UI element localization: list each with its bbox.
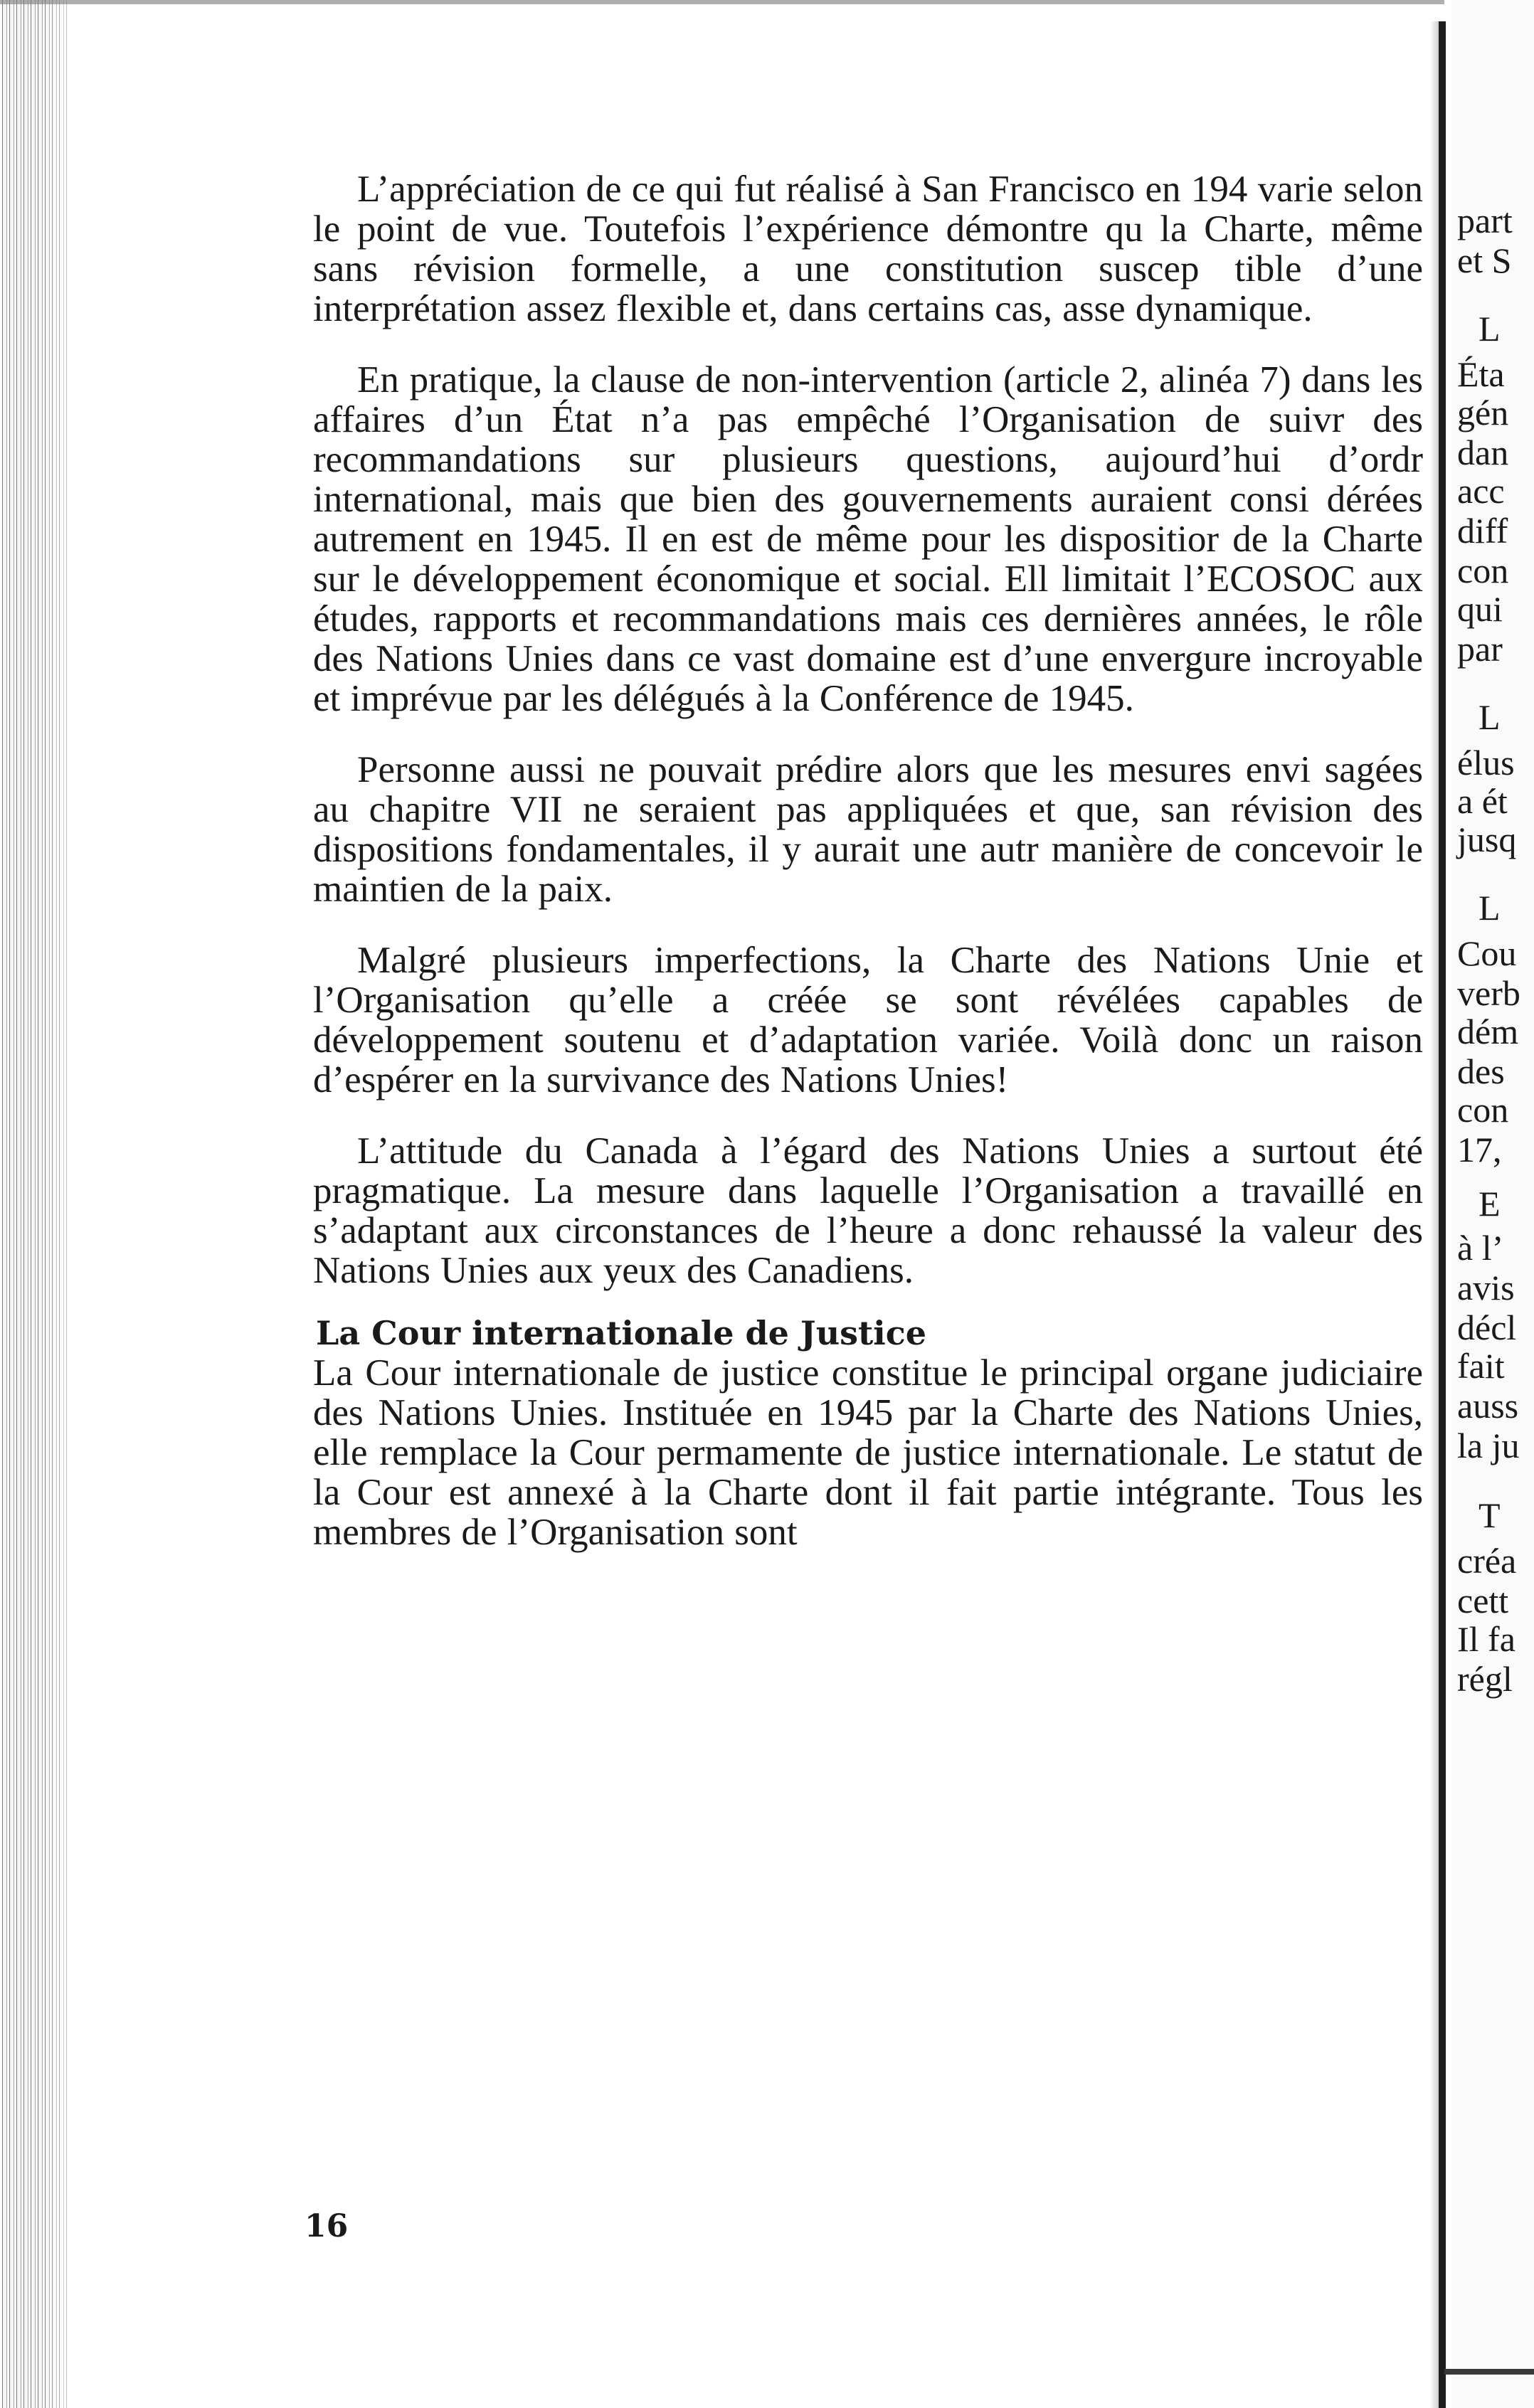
page-top-edge (0, 0, 1444, 4)
main-text-column (313, 169, 1423, 1734)
adjacent-fragment: con (1457, 551, 1509, 590)
adjacent-fragment: auss (1457, 1386, 1519, 1426)
adjacent-fragment: dan (1457, 433, 1509, 472)
paragraph-imperfections: Malgré plusieurs imperfections, la Charte des Nations Unie et l’Organisation qu’elle a créée se sont révélées capables de développement soutenu et d’adaptation variée. Voilà donc un raison d’espérer en la survivance des Nations Unies! (313, 940, 1423, 1100)
paragraph-chapitre-vii: Personne aussi ne pouvait prédire alors que les mesures envi sagées au chapitre VII ne seraient pas appliquées et que, san révision des dispositions fondamentales, il y aurait une autr manière de concevoir le maintien de la paix. (313, 749, 1423, 910)
adjacent-fragment: L (1479, 697, 1501, 737)
adjacent-fragment: par (1457, 629, 1503, 669)
paragraph-appreciation: L’appréciation de ce qui fut réalisé à San Francisco en 194 varie selon le point de vue. Toutefois l’expérience démontre qu la Charte, même sans révision formelle, a une constitution suscep tible d’une interprétation assez flexible et, dans certains cas, asse dynamique. (313, 169, 1423, 329)
adjacent-fragment: a ét (1457, 781, 1508, 821)
paragraph-cour-internationale: La Cour internationale de justice constitue le principal organe judiciaire des Nations Unies. Instituée en 1945 par la Charte des Nations Unies, elle remplace la Cour permamente de justice internationale. Le statut de la Cour est annexé à la Charte dont il fait partie intégrante. Tous les membres de l’Organisation sont (313, 1352, 1423, 1553)
adjacent-fragment: part (1457, 201, 1513, 240)
adjacent-fragment: à l’ (1457, 1228, 1504, 1268)
bottom-edge-rule (1444, 2369, 1534, 2375)
adjacent-fragment: L (1479, 888, 1501, 928)
paragraph-non-intervention: En pratique, la clause de non-intervention (article 2, alinéa 7) dans les affaires d’un État n’a pas empêché l’Organisation de suivr des recommandations sur plusieurs questions, aujourd’hui d’ordr international, mais que bien des gouvernements auraient consi dérées autrement en 1945. Il en est de même pour les dispositior de la Charte sur le développement économique et social. Ell limitait l’ECOSOC aux études, rapports et recommandations mais ces dernières années, le rôle des Nations Unies dans ce vast domaine est d’une envergure incroyable et imprévue par les délégués à la Conférence de 1945. (313, 359, 1423, 719)
adjacent-fragment: dém (1457, 1012, 1519, 1051)
paragraph-attitude-canada: L’attitude du Canada à l’égard des Nations Unies a surtout été pragmatique. La mesure dans laquelle l’Organisation a travaillé en s’adaptant aux circonstances de l’heure a donc rehaussé la valeur des Nations Unies aux yeux des Canadiens. (313, 1130, 1423, 1291)
adjacent-fragment: L (1479, 309, 1501, 349)
adjacent-page (1451, 0, 1534, 2408)
adjacent-fragment: Cou (1457, 933, 1517, 973)
adjacent-fragment: la ju (1457, 1426, 1520, 1465)
adjacent-fragment: qui (1457, 589, 1503, 629)
adjacent-fragment: élus (1457, 743, 1515, 783)
page-gutter (1439, 21, 1446, 2408)
adjacent-fragment: con (1457, 1090, 1509, 1130)
adjacent-fragment: gén (1457, 393, 1509, 433)
adjacent-fragment: créa (1457, 1541, 1517, 1581)
adjacent-fragment: avis (1457, 1268, 1515, 1308)
page-number: 16 (305, 2208, 349, 2244)
adjacent-fragment: fait (1457, 1346, 1505, 1386)
adjacent-fragment: diff (1457, 511, 1508, 551)
binding-shadow (43, 0, 85, 2408)
adjacent-fragment: T (1479, 1495, 1501, 1535)
adjacent-fragment: Éta (1457, 354, 1505, 394)
adjacent-fragment: Il fa (1457, 1619, 1516, 1659)
adjacent-fragment: 17, (1457, 1130, 1502, 1169)
adjacent-fragment: cett (1457, 1581, 1509, 1621)
adjacent-fragment: acc (1457, 471, 1505, 511)
adjacent-fragment: E (1479, 1184, 1501, 1224)
adjacent-fragment: verb (1457, 973, 1520, 1013)
adjacent-fragment: et S (1457, 240, 1512, 280)
section-heading-cour-internationale: La Cour internationale de Justice (316, 1314, 927, 1352)
adjacent-fragment: jusq (1457, 820, 1517, 859)
adjacent-fragment: décl (1457, 1308, 1517, 1347)
adjacent-fragment: régl (1457, 1659, 1513, 1699)
adjacent-fragment: des (1457, 1051, 1505, 1091)
